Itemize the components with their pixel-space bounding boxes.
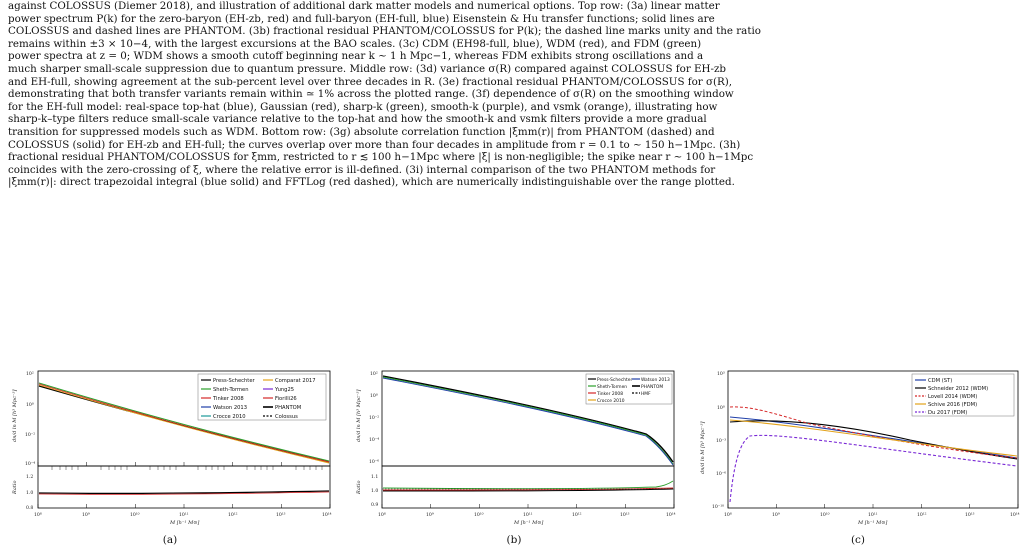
ytick-label: 10³ bbox=[717, 372, 725, 377]
xtick-label: 10¹³ bbox=[965, 513, 975, 518]
x-ticks bbox=[38, 462, 330, 508]
figure-b bbox=[346, 362, 682, 552]
xtick-label: 10¹⁰ bbox=[474, 513, 484, 518]
xtick-label: 10⁹ bbox=[772, 513, 780, 518]
legend-label: Press-Schechter bbox=[597, 378, 633, 383]
figure-b-plot bbox=[346, 362, 682, 534]
caption-line: demonstrating that both transfer variants remain within ≃ 1% across the plotted range. (3f) dependence of σ(R) on the smoothing window bbox=[8, 88, 734, 101]
xtick-label: 10⁹ bbox=[82, 513, 90, 518]
xtick-label: 10¹² bbox=[572, 513, 582, 518]
x-ticks bbox=[382, 504, 674, 508]
xtick-label: 10¹⁴ bbox=[1010, 513, 1020, 518]
caption-line: power spectra at z = 0; WDM shows a smooth cutoff beginning near k ∼ 1 h Mpc−1, whereas FDM exhibits strong oscillations and a bbox=[8, 50, 704, 63]
ytick-label: 0.8 bbox=[26, 506, 34, 511]
xtick-label: 10¹¹ bbox=[523, 513, 533, 518]
legend-label: PHANTOM bbox=[641, 385, 664, 390]
caption-line: for the EH-full model: real-space top-hat (blue), Gaussian (red), sharp-k (green), smooth-k (purple), and vsmk (orange), illustrating how bbox=[8, 100, 718, 113]
curve-du bbox=[730, 435, 1017, 502]
caption-line: against COLOSSUS (Diemer 2018), and illustration of additional dark matter models and numerical options. Top row: (3a) linear matter bbox=[8, 0, 720, 12]
ytick-label: 1.1 bbox=[371, 475, 379, 480]
legend-label: Crocce 2010 bbox=[213, 414, 246, 420]
figure-c bbox=[690, 362, 1026, 552]
xtick-label: 10¹² bbox=[917, 513, 927, 518]
x-axis-label: M [h⁻¹ M⊙] bbox=[170, 520, 200, 526]
ytick-label: 10⁻³ bbox=[716, 439, 727, 444]
legend-label: Fiorilli26 bbox=[275, 396, 297, 402]
y-axis-label-bottom: Ratio bbox=[12, 480, 18, 494]
xtick-label: 10¹¹ bbox=[179, 513, 189, 518]
y-axis-label-top: dn/d ln M [h³ Mpc⁻³] bbox=[12, 389, 18, 442]
caption-line: coincides with the zero-crossing of ξ, where the relative error is ill-defined. (3i) internal comparison of the two PHANTOM methods for bbox=[8, 163, 716, 176]
curve-schive bbox=[730, 420, 1017, 456]
x-axis-label: M [h⁻¹ M⊙] bbox=[858, 520, 888, 526]
legend bbox=[198, 374, 326, 420]
ytick-label: 10⁻⁴ bbox=[25, 462, 36, 467]
legend-label: Sheth-Tormen bbox=[597, 385, 628, 390]
legend-label: Colossus bbox=[275, 414, 298, 420]
xtick-label: 10⁸ bbox=[724, 513, 732, 518]
caption-line: and EH-full, showing agreement at the sub-percent level over three decades in R. (3e) fractional residual PHANTOM/COLOSSUS for σ(R), bbox=[8, 75, 733, 88]
subfigure-label: (a) bbox=[162, 534, 178, 546]
xtick-label: 10⁸ bbox=[378, 513, 386, 518]
ytick-label: 10⁻⁶ bbox=[369, 460, 380, 465]
xtick-label: 10¹⁴ bbox=[322, 513, 332, 518]
ytick-label: 1.0 bbox=[26, 491, 34, 496]
ytick-label: 1.2 bbox=[26, 475, 34, 480]
y-axis-label-top: dn/d ln M [h³ Mpc⁻³] bbox=[356, 389, 362, 442]
xtick-label: 10¹⁰ bbox=[130, 513, 140, 518]
ytick-label: 0.9 bbox=[371, 503, 379, 508]
caption-line: COLOSSUS (solid) for EH-zb and EH-full; the curves overlap over more than four decades in amplitude from r = 0.1 to ∼ 150 h−1Mpc. (3h) bbox=[8, 138, 741, 151]
ytick-label: 10⁻² bbox=[369, 416, 380, 421]
legend-label: Comparat 2017 bbox=[275, 378, 316, 384]
ytick-label: 10⁰ bbox=[370, 394, 378, 399]
figure-a bbox=[2, 362, 338, 552]
xtick-label: 10¹⁰ bbox=[820, 513, 830, 518]
xtick-label: 10¹³ bbox=[620, 513, 630, 518]
ytick-label: 10⁻¹⁰ bbox=[712, 505, 724, 510]
ytick-label: 10⁻² bbox=[25, 433, 36, 438]
caption-line: power spectrum P(k) for the zero-baryon (EH-zb, red) and full-baryon (EH-full, blue) Eisenstein & Hu transfer functions; solid lines are bbox=[8, 12, 715, 25]
legend-label: Schneider 2012 (WDM) bbox=[928, 386, 989, 392]
figure-c-plot bbox=[690, 362, 1026, 534]
ratio-line-green bbox=[383, 481, 673, 489]
caption-line: |ξmm(r)|: direct trapezoidal integral (blue solid) and FFTLog (red dashed), which are numerically indistinguishable over the range plotted. bbox=[8, 176, 735, 189]
xtick-label: 10⁹ bbox=[426, 513, 434, 518]
caption-line: COLOSSUS and dashed lines are PHANTOM. (3b) fractional residual PHANTOM/COLOSSUS for P(k); the dashed line marks unity and the ratio bbox=[8, 25, 761, 38]
legend-label: Watson 2013 bbox=[213, 405, 248, 411]
x-ticks bbox=[728, 504, 1018, 508]
xtick-label: 10⁸ bbox=[34, 513, 42, 518]
caption-line: remains within ±3 × 10−4, with the largest excursions at the BAO scales. (3c) CDM (EH98-full, blue), WDM (red), and FDM (green) bbox=[8, 37, 702, 50]
ytick-label: 10² bbox=[370, 372, 378, 377]
legend-label: CDM (ST) bbox=[928, 378, 953, 384]
legend bbox=[586, 374, 672, 404]
ytick-label: 10² bbox=[26, 372, 34, 377]
legend-label: Schive 2016 (FDM) bbox=[928, 402, 978, 408]
caption-line: transition for suppressed models such as WDM. Bottom row: (3g) absolute correlation function |ξmm(r)| from PHANTOM (dashed) and bbox=[8, 125, 715, 138]
ytick-label: 10⁰ bbox=[717, 406, 725, 411]
ytick-label: 1.0 bbox=[371, 489, 379, 494]
subfigure-label: (b) bbox=[506, 534, 522, 546]
legend-label: Lovell 2014 (WDM) bbox=[928, 394, 978, 400]
ratio-panel-frame bbox=[382, 466, 674, 508]
legend-label: Yung25 bbox=[275, 387, 295, 393]
ratio-panel-frame bbox=[38, 466, 330, 508]
subfigure-label: (c) bbox=[850, 534, 866, 546]
legend-label: Du 2017 (FDM) bbox=[928, 410, 968, 416]
legend-label: Sheth-Tormen bbox=[213, 387, 249, 393]
curve-schneider bbox=[730, 421, 1017, 459]
y-axis-label-bottom: Ratio bbox=[356, 480, 362, 494]
y-axis-label: dn/d ln M [h³ Mpc⁻³] bbox=[700, 421, 706, 474]
xtick-label: 10¹² bbox=[228, 513, 238, 518]
xtick-label: 10¹⁴ bbox=[666, 513, 676, 518]
caption-line: fractional residual PHANTOM/COLOSSUS for ξmm, restricted to r ≲ 100 h−1Mpc where |ξ| is non-negligible; the spike near r ∼ 100 h−1Mpc bbox=[8, 151, 754, 164]
legend-label: PHANTOM bbox=[275, 405, 302, 411]
ytick-label: 10⁰ bbox=[26, 403, 34, 408]
figure-caption bbox=[8, 0, 1027, 189]
legend-label: HMF bbox=[641, 392, 651, 397]
figure-a-plot bbox=[2, 362, 338, 534]
ytick-label: 10⁻⁶ bbox=[716, 472, 727, 477]
minor-ticks bbox=[52, 466, 322, 470]
legend-label: Watson 2013 bbox=[641, 378, 670, 383]
xtick-label: 10¹¹ bbox=[868, 513, 878, 518]
ytick-label: 10⁻⁴ bbox=[369, 438, 380, 443]
legend-label: Press-Schechter bbox=[213, 378, 255, 384]
caption-line: much sharper small-scale suppression due to quantum pressure. Middle row: (3d) variance σ(R) compared against COLOSSUS for EH-zb bbox=[8, 62, 727, 75]
xtick-label: 10¹³ bbox=[276, 513, 286, 518]
legend-label: Crocce 2010 bbox=[597, 399, 625, 404]
legend-label: Tinker 2008 bbox=[213, 396, 244, 402]
caption-line: sharp-k–type filters reduce small-scale variance relative to the top-hat and how the smooth-k and vsmk filters provide a more gradual bbox=[8, 113, 707, 126]
legend bbox=[912, 374, 1014, 416]
x-axis-label: M [h⁻¹ M⊙] bbox=[514, 520, 544, 526]
legend-label: Tinker 2008 bbox=[597, 392, 624, 397]
